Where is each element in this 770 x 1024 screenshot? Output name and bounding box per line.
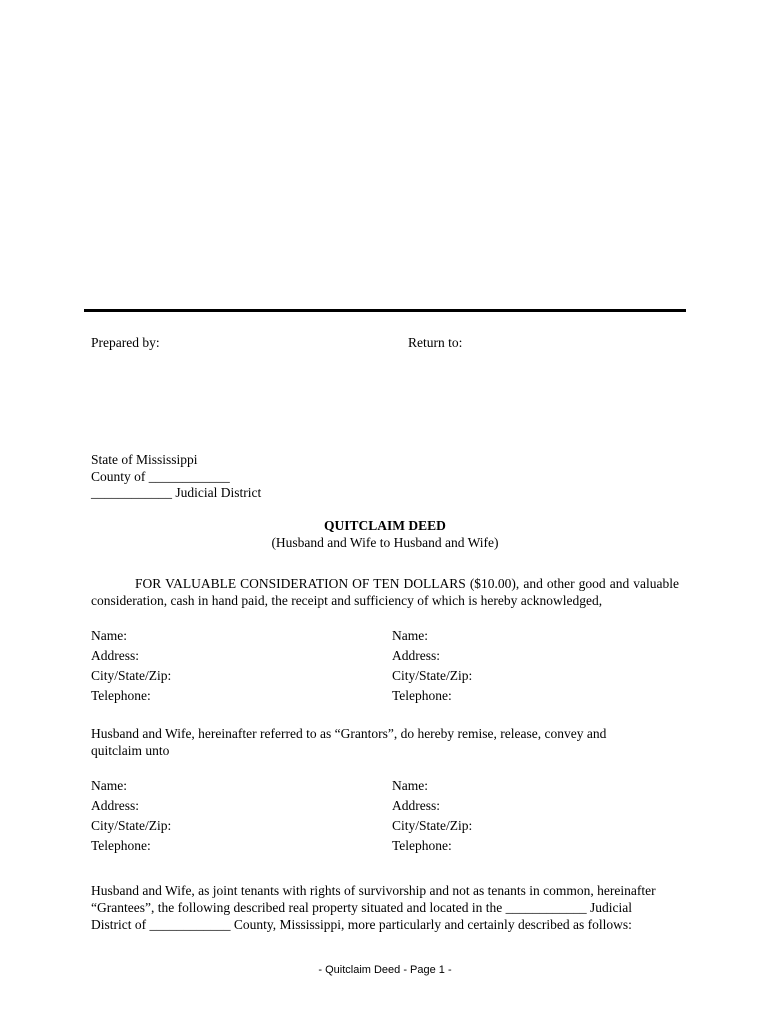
grantee-left-telephone-label: Telephone: bbox=[91, 838, 151, 853]
state-line: State of Mississippi bbox=[91, 452, 198, 467]
grantor-right-telephone-label: Telephone: bbox=[392, 688, 452, 703]
grantor-right-block bbox=[392, 626, 472, 706]
grantee-left-block bbox=[91, 776, 171, 856]
grantee-left-city-label: City/State/Zip: bbox=[91, 818, 172, 833]
grantor-clause: Husband and Wife, hereinafter referred to as “Grantors”, do hereby remise, release, convey and quitclaim unto bbox=[91, 726, 607, 758]
grantor-left-address-label: Address: bbox=[91, 648, 139, 663]
grantor-right-name-label: Name: bbox=[392, 628, 428, 643]
return-to-label: Return to: bbox=[408, 335, 463, 350]
prepared-by-label: Prepared by: bbox=[91, 335, 160, 350]
county-line: County of ____________ bbox=[91, 468, 230, 484]
grantee-left-address-label: Address: bbox=[91, 798, 139, 813]
grantee-right-block bbox=[392, 776, 472, 856]
grantee-right-city-label: City/State/Zip: bbox=[392, 818, 473, 833]
jurisdiction-block bbox=[91, 452, 261, 502]
grantee-right-address-label: Address: bbox=[392, 798, 440, 813]
grantor-right-address-label: Address: bbox=[392, 648, 440, 663]
grantee-right-name-label: Name: bbox=[392, 778, 428, 793]
grantee-clause-line-2: “Grantees”, the following described real property situated and located in the ____________ Judicial bbox=[91, 900, 632, 915]
grantee-clause-line-3: District of ____________ County, Mississippi, more particularly and certainly described as follows: bbox=[91, 917, 632, 932]
grantor-left-block bbox=[91, 626, 171, 706]
grantee-clause-line-1: Husband and Wife, as joint tenants with rights of survivorship and not as tenants in common, hereinafter bbox=[91, 883, 656, 898]
header-divider bbox=[84, 309, 686, 312]
grantee-clause bbox=[91, 882, 656, 933]
grantor-right-city-label: City/State/Zip: bbox=[392, 668, 473, 683]
judicial-district-line: ____________ Judicial District bbox=[91, 485, 262, 500]
grantor-left-name-label: Name: bbox=[91, 628, 127, 643]
document-title: QUITCLAIM DEED bbox=[324, 518, 446, 533]
consideration-paragraph: FOR VALUABLE CONSIDERATION OF TEN DOLLARS ($10.00), and other good and valuable consideration, cash in hand paid, the receipt and sufficiency of which is hereby acknowledged, bbox=[91, 576, 679, 608]
grantor-left-city-label: City/State/Zip: bbox=[91, 668, 172, 683]
grantee-right-telephone-label: Telephone: bbox=[392, 838, 452, 853]
page-footer: - Quitclaim Deed - Page 1 - bbox=[318, 964, 452, 976]
grantee-left-name-label: Name: bbox=[91, 778, 127, 793]
document-subtitle: (Husband and Wife to Husband and Wife) bbox=[271, 535, 499, 550]
grantor-left-telephone-label: Telephone: bbox=[91, 688, 151, 703]
